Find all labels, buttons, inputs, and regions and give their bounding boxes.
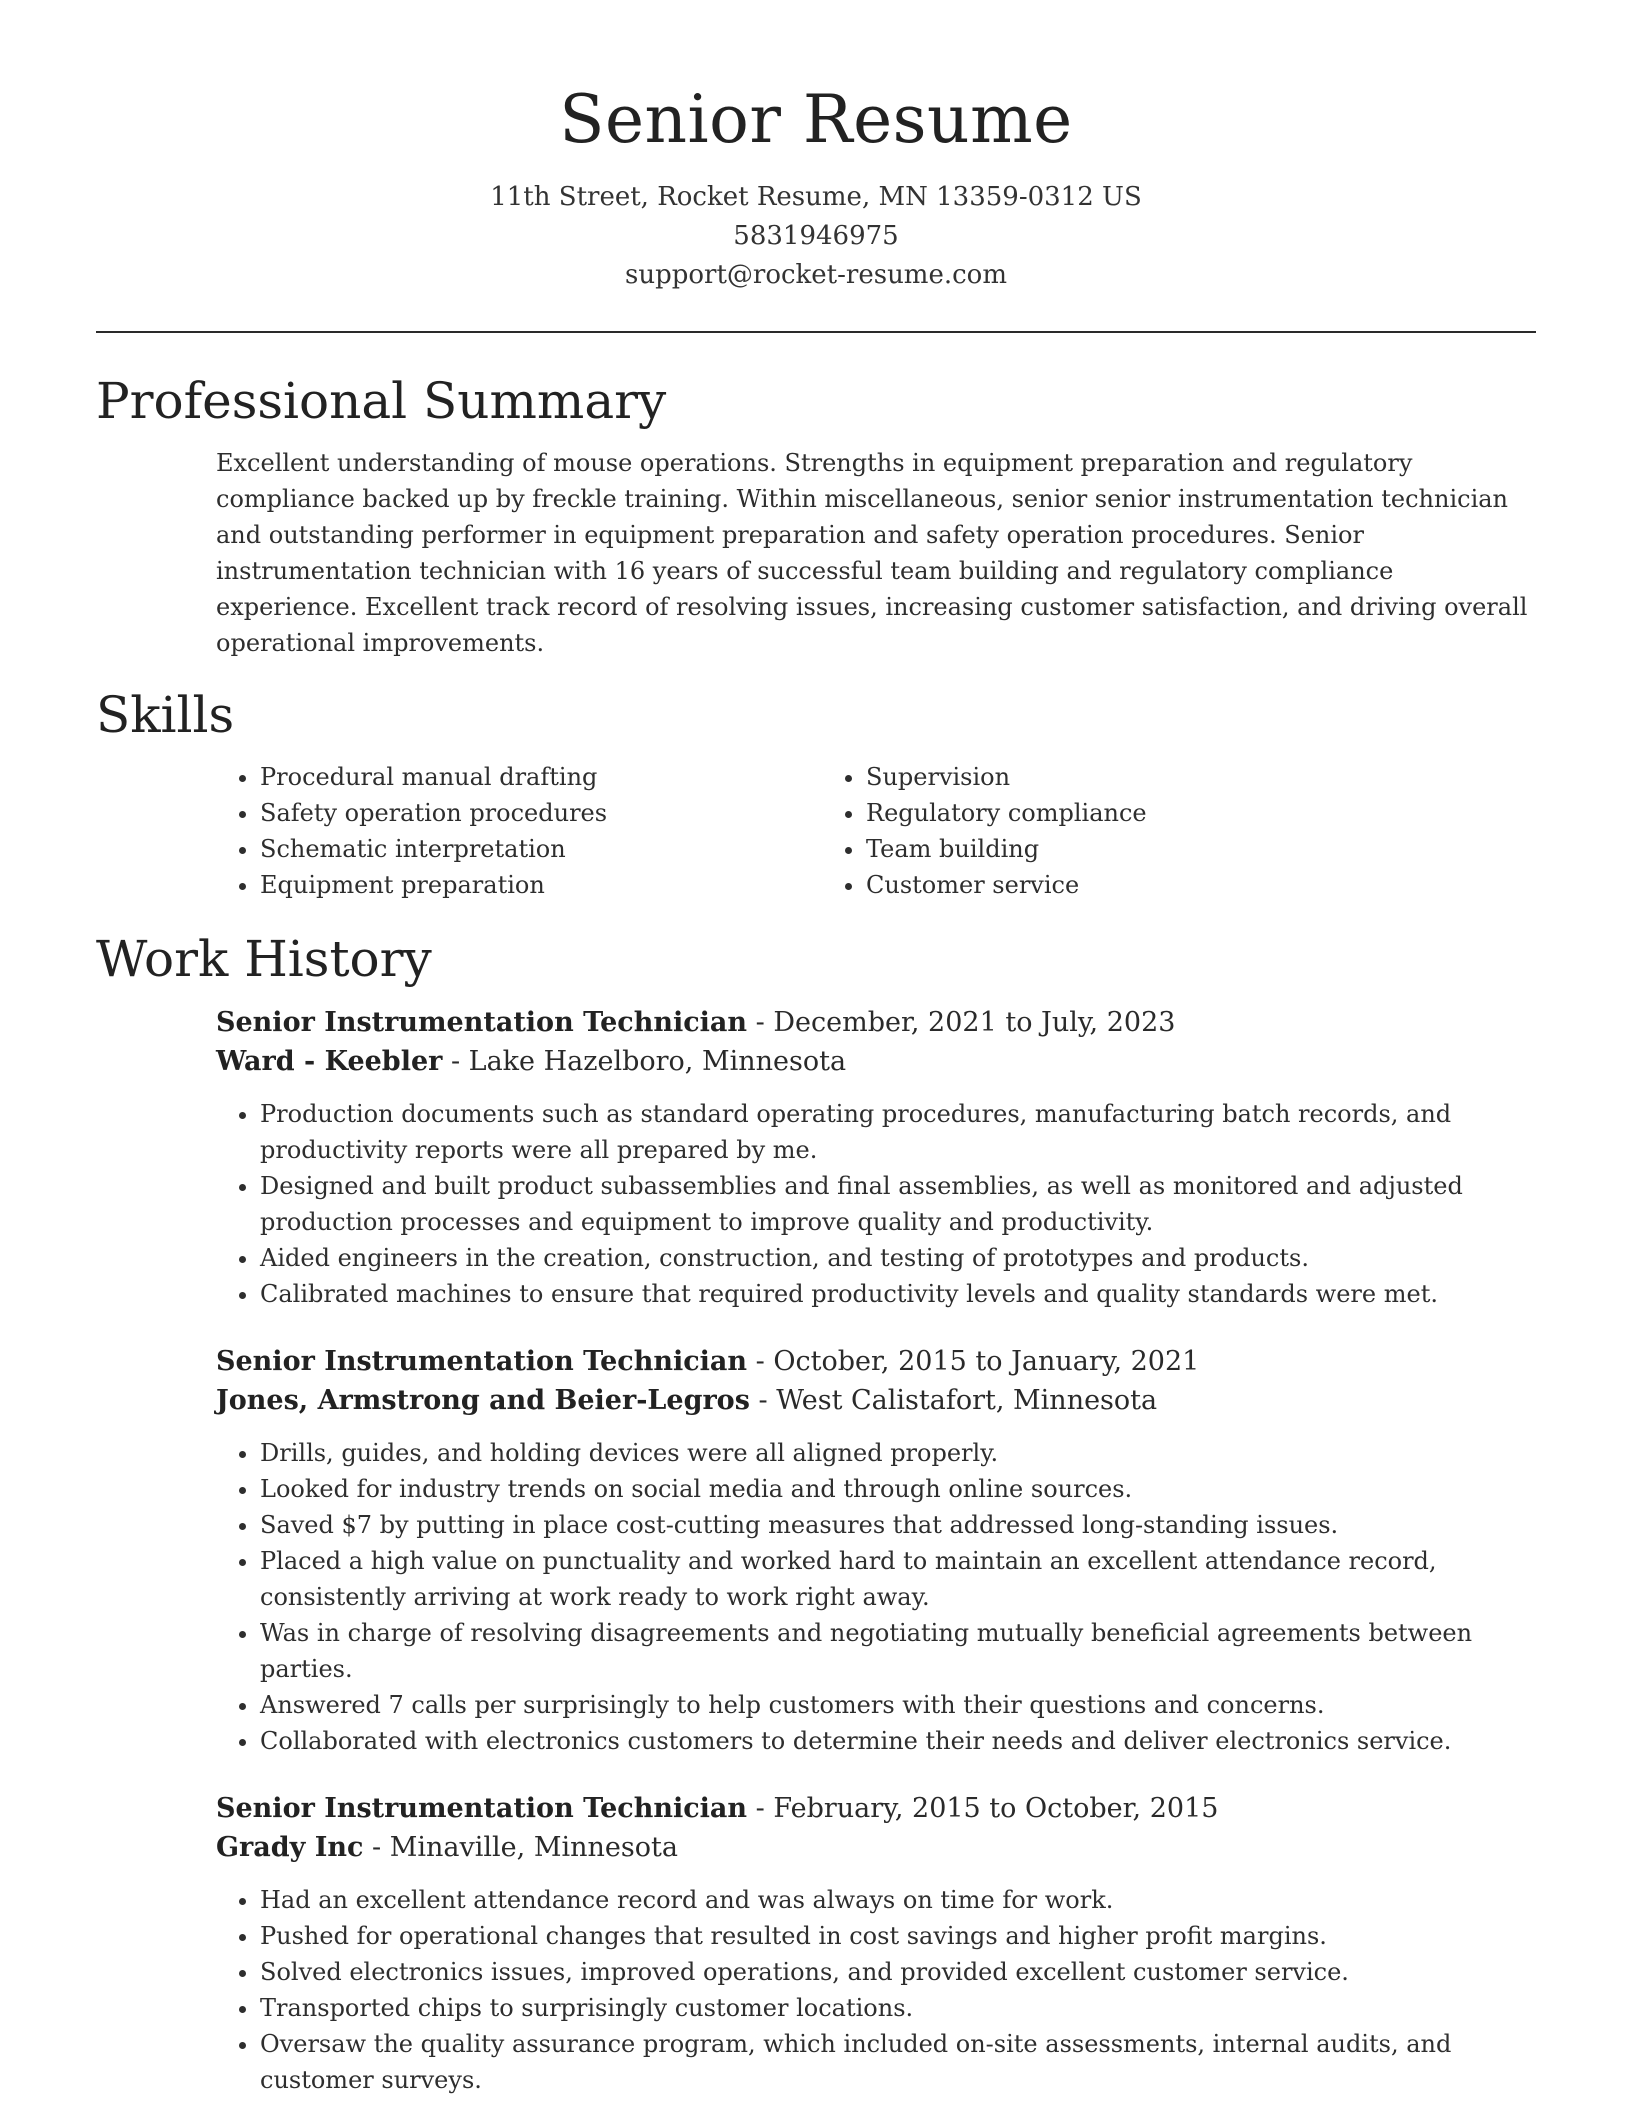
skill-item: • Regulatory compliance: [866, 795, 1428, 831]
professional-summary-heading: Professional Summary: [96, 371, 667, 430]
job-dates: December, 2021 to July, 2023: [773, 1006, 1176, 1038]
job-bullet: • Production documents such as standard operating procedures, manufacturing batch records, and productivity reports were all prepared by me.: [260, 1096, 1536, 1168]
skill-item: • Equipment preparation: [260, 867, 822, 903]
job-dates: February, 2015 to October, 2015: [773, 1792, 1219, 1824]
job-title-line: Senior Instrumentation Technician - December, 2021 to July, 2023: [216, 1006, 1176, 1038]
job-company-line: Ward - Keebler - Lake Hazelboro, Minnesota: [216, 1045, 847, 1077]
professional-summary-section: [96, 371, 1536, 661]
job-bullet: • Had an excellent attendance record and was always on time for work.: [260, 1882, 1536, 1918]
job-entry: [216, 1003, 1536, 1312]
skill-item: • Team building: [866, 831, 1428, 867]
job-company: Grady Inc: [216, 1831, 364, 1863]
job-title: Senior Instrumentation Technician: [216, 1792, 748, 1824]
skills-list-left: [216, 759, 822, 903]
skills-heading: Skills: [96, 685, 235, 744]
job-bullet: • Placed a high value on punctuality and worked hard to maintain an excellent attendance record, consistently arriving at work ready to work right away.: [260, 1543, 1536, 1615]
job-title: Senior Instrumentation Technician: [216, 1006, 748, 1038]
contact-phone: 5831946975: [733, 220, 899, 251]
job-bullet-list: [216, 1882, 1536, 2098]
job-company: Ward - Keebler: [216, 1045, 443, 1077]
header-divider: [96, 331, 1536, 333]
job-location: Minaville, Minnesota: [389, 1831, 678, 1863]
job-bullet: • Was in charge of resolving disagreements and negotiating mutually beneficial agreements between parties.: [260, 1615, 1536, 1687]
skills-section: [96, 685, 1536, 903]
job-title: Senior Instrumentation Technician: [216, 1345, 748, 1377]
candidate-name: Senior Resume: [559, 81, 1073, 158]
job-bullet: • Designed and built product subassemblies and final assemblies, as well as monitored and adjusted production processes and equipment to improve quality and productivity.: [260, 1168, 1536, 1240]
work-history-section: [96, 929, 1536, 2098]
contact-email: support@rocket-resume.com: [624, 259, 1007, 290]
skill-item: • Safety operation procedures: [260, 795, 822, 831]
job-location: Lake Hazelboro, Minnesota: [468, 1045, 847, 1077]
job-bullet: • Saved $7 by putting in place cost-cutting measures that addressed long-standing issues.: [260, 1507, 1536, 1543]
contact-address: 11th Street, Rocket Resume, MN 13359-0312 US: [490, 181, 1142, 212]
job-location: West Calistafort, Minnesota: [776, 1384, 1158, 1416]
resume-header: [96, 0, 1536, 295]
job-title-line: Senior Instrumentation Technician - October, 2015 to January, 2021: [216, 1345, 1200, 1377]
job-company-line: Grady Inc - Minaville, Minnesota: [216, 1831, 678, 1863]
work-history-heading: Work History: [96, 929, 432, 988]
job-title-line: Senior Instrumentation Technician - February, 2015 to October, 2015: [216, 1792, 1219, 1824]
skills-grid: [216, 759, 1536, 903]
job-bullet: • Solved electronics issues, improved operations, and provided excellent customer service.: [260, 1954, 1536, 1990]
job-bullet-list: [216, 1096, 1536, 1312]
job-bullet: • Answered 7 calls per surprisingly to help customers with their questions and concerns.: [260, 1687, 1536, 1723]
job-bullet: • Oversaw the quality assurance program, which included on-site assessments, internal audits, and customer surveys.: [260, 2026, 1536, 2098]
skill-item: • Schematic interpretation: [260, 831, 822, 867]
job-company: Jones, Armstrong and Beier-Legros: [216, 1384, 750, 1416]
skill-item: • Customer service: [866, 867, 1428, 903]
job-bullet: • Aided engineers in the creation, construction, and testing of prototypes and products.: [260, 1240, 1536, 1276]
job-bullet-list: [216, 1435, 1536, 1759]
job-dates: October, 2015 to January, 2021: [773, 1345, 1200, 1377]
job-company-line: Jones, Armstrong and Beier-Legros - West Calistafort, Minnesota: [216, 1384, 1158, 1416]
skill-item: • Procedural manual drafting: [260, 759, 822, 795]
job-bullet: • Drills, guides, and holding devices were all aligned properly.: [260, 1435, 1536, 1471]
skills-list-right: [822, 759, 1428, 903]
job-entry: [216, 1789, 1536, 2098]
job-bullet: • Calibrated machines to ensure that required productivity levels and quality standards were met.: [260, 1276, 1536, 1312]
job-bullet: • Pushed for operational changes that resulted in cost savings and higher profit margins.: [260, 1918, 1536, 1954]
job-bullet: • Looked for industry trends on social media and through online sources.: [260, 1471, 1536, 1507]
summary-text: Excellent understanding of mouse operations. Strengths in equipment preparation and regulatory compliance backed up by freckle training. Within miscellaneous, senior senior instrumentation technician and outstanding performer in equipment preparation and safety operation procedures. Senior instrumentation technician with 16 years of successful team building and regulatory compliance experience. Excellent track record of resolving issues, increasing customer satisfaction, and driving overall operational improvements.: [216, 448, 1528, 657]
job-entry: [216, 1342, 1536, 1759]
job-bullet: • Transported chips to surprisingly customer locations.: [260, 1990, 1536, 2026]
skill-item: • Supervision: [866, 759, 1428, 795]
job-bullet: • Collaborated with electronics customers to determine their needs and deliver electronics service.: [260, 1723, 1536, 1759]
